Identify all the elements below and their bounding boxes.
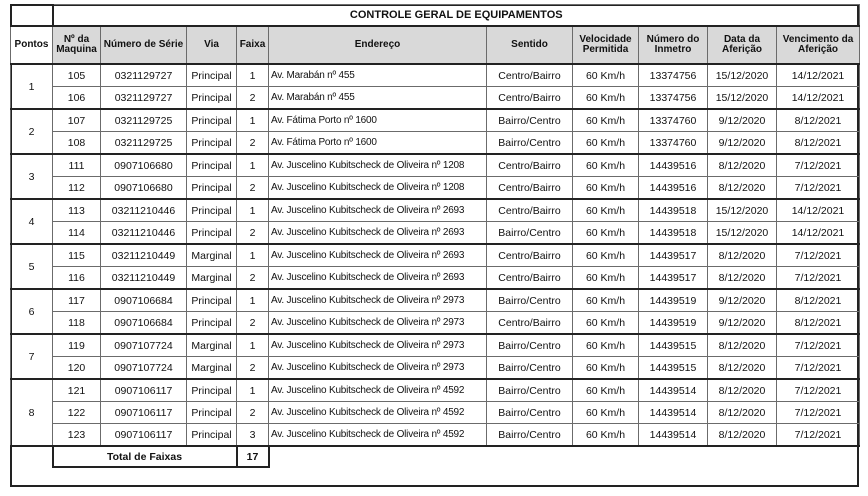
endereco-cell: Av. Juscelino Kubitscheck de Oliveira nº 4592 xyxy=(269,424,487,447)
maquina-cell: 112 xyxy=(53,177,101,200)
faixa-cell: 2 xyxy=(237,312,269,335)
total-lanes-label: Total de Faixas xyxy=(53,446,237,467)
footer-spacer xyxy=(11,446,53,467)
header-faixa: Faixa xyxy=(237,26,269,64)
table-row xyxy=(11,244,860,267)
sentido-cell: Bairro/Centro xyxy=(487,132,573,155)
velocidade-cell: 60 Km/h xyxy=(573,222,639,245)
header-maquina: Nº da Maquina xyxy=(53,26,101,64)
velocidade-cell: 60 Km/h xyxy=(573,357,639,380)
sentido-cell: Bairro/Centro xyxy=(487,402,573,424)
faixa-cell: 1 xyxy=(237,244,269,267)
equipment-table xyxy=(10,4,860,468)
inmetro-cell: 14439514 xyxy=(639,424,708,447)
endereco-cell: Av. Juscelino Kubitscheck de Oliveira nº 4592 xyxy=(269,379,487,402)
header-inmetro: Número do Inmetro xyxy=(639,26,708,64)
vencimento-cell: 14/12/2021 xyxy=(777,64,860,87)
sentido-cell: Centro/Bairro xyxy=(487,199,573,222)
velocidade-cell: 60 Km/h xyxy=(573,402,639,424)
endereco-cell: Av. Fátima Porto nº 1600 xyxy=(269,132,487,155)
ponto-cell: 1 xyxy=(11,64,53,109)
maquina-cell: 105 xyxy=(53,64,101,87)
ponto-cell: 6 xyxy=(11,289,53,334)
endereco-cell: Av. Juscelino Kubitscheck de Oliveira nº 1208 xyxy=(269,177,487,200)
maquina-cell: 119 xyxy=(53,334,101,357)
afericao-cell: 8/12/2020 xyxy=(708,154,777,177)
faixa-cell: 2 xyxy=(237,222,269,245)
via-cell: Principal xyxy=(187,199,237,222)
vencimento-cell: 8/12/2021 xyxy=(777,289,860,312)
inmetro-cell: 13374760 xyxy=(639,132,708,155)
faixa-cell: 1 xyxy=(237,154,269,177)
table-row xyxy=(11,402,860,424)
afericao-cell: 8/12/2020 xyxy=(708,402,777,424)
via-cell: Marginal xyxy=(187,357,237,380)
serie-cell: 0907106117 xyxy=(101,424,187,447)
faixa-cell: 2 xyxy=(237,87,269,110)
afericao-cell: 9/12/2020 xyxy=(708,132,777,155)
vencimento-cell: 7/12/2021 xyxy=(777,267,860,290)
velocidade-cell: 60 Km/h xyxy=(573,87,639,110)
serie-cell: 0321129725 xyxy=(101,132,187,155)
velocidade-cell: 60 Km/h xyxy=(573,199,639,222)
table-row xyxy=(11,222,860,245)
footer-spacer-right xyxy=(269,446,860,467)
ponto-cell: 4 xyxy=(11,199,53,244)
velocidade-cell: 60 Km/h xyxy=(573,267,639,290)
velocidade-cell: 60 Km/h xyxy=(573,109,639,132)
maquina-cell: 123 xyxy=(53,424,101,447)
table-row xyxy=(11,132,860,155)
vencimento-cell: 7/12/2021 xyxy=(777,334,860,357)
header-pontos: Pontos xyxy=(11,26,53,64)
vencimento-cell: 7/12/2021 xyxy=(777,177,860,200)
ponto-cell: 7 xyxy=(11,334,53,379)
velocidade-cell: 60 Km/h xyxy=(573,312,639,335)
velocidade-cell: 60 Km/h xyxy=(573,244,639,267)
table-row xyxy=(11,199,860,222)
velocidade-cell: 60 Km/h xyxy=(573,154,639,177)
endereco-cell: Av. Juscelino Kubitscheck de Oliveira nº 2693 xyxy=(269,244,487,267)
via-cell: Principal xyxy=(187,154,237,177)
via-cell: Principal xyxy=(187,402,237,424)
faixa-cell: 1 xyxy=(237,334,269,357)
afericao-cell: 8/12/2020 xyxy=(708,177,777,200)
serie-cell: 03211210446 xyxy=(101,222,187,245)
header-velocidade: Velocidade Permitida xyxy=(573,26,639,64)
vencimento-cell: 8/12/2021 xyxy=(777,132,860,155)
vencimento-cell: 14/12/2021 xyxy=(777,199,860,222)
endereco-cell: Av. Juscelino Kubitscheck de Oliveira nº 2693 xyxy=(269,267,487,290)
header-afericao: Data da Aferição xyxy=(708,26,777,64)
afericao-cell: 8/12/2020 xyxy=(708,424,777,447)
inmetro-cell: 14439515 xyxy=(639,334,708,357)
sentido-cell: Bairro/Centro xyxy=(487,424,573,447)
via-cell: Principal xyxy=(187,87,237,110)
endereco-cell: Av. Juscelino Kubitscheck de Oliveira nº 2973 xyxy=(269,334,487,357)
endereco-cell: Av. Juscelino Kubitscheck de Oliveira nº 2693 xyxy=(269,199,487,222)
header-serie: Número de Série xyxy=(101,26,187,64)
maquina-cell: 117 xyxy=(53,289,101,312)
inmetro-cell: 14439514 xyxy=(639,379,708,402)
sentido-cell: Bairro/Centro xyxy=(487,357,573,380)
serie-cell: 0907106117 xyxy=(101,402,187,424)
endereco-cell: Av. Juscelino Kubitscheck de Oliveira nº 2973 xyxy=(269,357,487,380)
faixa-cell: 2 xyxy=(237,132,269,155)
via-cell: Principal xyxy=(187,64,237,87)
via-cell: Principal xyxy=(187,109,237,132)
serie-cell: 03211210449 xyxy=(101,267,187,290)
endereco-cell: Av. Juscelino Kubitscheck de Oliveira nº 2973 xyxy=(269,312,487,335)
endereco-cell: Av. Juscelino Kubitscheck de Oliveira nº 2973 xyxy=(269,289,487,312)
faixa-cell: 1 xyxy=(237,199,269,222)
inmetro-cell: 14439518 xyxy=(639,222,708,245)
serie-cell: 0907107724 xyxy=(101,357,187,380)
via-cell: Marginal xyxy=(187,267,237,290)
ponto-cell: 8 xyxy=(11,379,53,446)
blank-corner xyxy=(11,5,53,27)
serie-cell: 03211210449 xyxy=(101,244,187,267)
sentido-cell: Centro/Bairro xyxy=(487,154,573,177)
inmetro-cell: 13374760 xyxy=(639,109,708,132)
endereco-cell: Av. Marabán nº 455 xyxy=(269,64,487,87)
inmetro-cell: 14439514 xyxy=(639,402,708,424)
via-cell: Principal xyxy=(187,222,237,245)
sentido-cell: Bairro/Centro xyxy=(487,222,573,245)
faixa-cell: 3 xyxy=(237,424,269,447)
via-cell: Principal xyxy=(187,289,237,312)
via-cell: Principal xyxy=(187,177,237,200)
table-body xyxy=(11,64,860,446)
velocidade-cell: 60 Km/h xyxy=(573,177,639,200)
afericao-cell: 8/12/2020 xyxy=(708,244,777,267)
faixa-cell: 1 xyxy=(237,289,269,312)
inmetro-cell: 14439517 xyxy=(639,244,708,267)
table-row xyxy=(11,87,860,110)
total-lanes-value: 17 xyxy=(237,446,269,467)
faixa-cell: 2 xyxy=(237,267,269,290)
maquina-cell: 113 xyxy=(53,199,101,222)
table-row xyxy=(11,177,860,200)
sentido-cell: Centro/Bairro xyxy=(487,244,573,267)
serie-cell: 0321129727 xyxy=(101,87,187,110)
table-row xyxy=(11,334,860,357)
sentido-cell: Bairro/Centro xyxy=(487,334,573,357)
afericao-cell: 15/12/2020 xyxy=(708,87,777,110)
inmetro-cell: 14439518 xyxy=(639,199,708,222)
maquina-cell: 111 xyxy=(53,154,101,177)
maquina-cell: 116 xyxy=(53,267,101,290)
maquina-cell: 114 xyxy=(53,222,101,245)
via-cell: Principal xyxy=(187,132,237,155)
afericao-cell: 15/12/2020 xyxy=(708,64,777,87)
ponto-cell: 2 xyxy=(11,109,53,154)
serie-cell: 0907106680 xyxy=(101,177,187,200)
serie-cell: 0907106117 xyxy=(101,379,187,402)
sentido-cell: Bairro/Centro xyxy=(487,289,573,312)
afericao-cell: 8/12/2020 xyxy=(708,357,777,380)
serie-cell: 0907106684 xyxy=(101,312,187,335)
header-via: Via xyxy=(187,26,237,64)
faixa-cell: 2 xyxy=(237,177,269,200)
inmetro-cell: 13374756 xyxy=(639,64,708,87)
inmetro-cell: 13374756 xyxy=(639,87,708,110)
maquina-cell: 122 xyxy=(53,402,101,424)
serie-cell: 03211210446 xyxy=(101,199,187,222)
afericao-cell: 15/12/2020 xyxy=(708,222,777,245)
table-row xyxy=(11,424,860,447)
ponto-cell: 3 xyxy=(11,154,53,199)
inmetro-cell: 14439515 xyxy=(639,357,708,380)
maquina-cell: 115 xyxy=(53,244,101,267)
faixa-cell: 1 xyxy=(237,379,269,402)
table-title: CONTROLE GERAL DE EQUIPAMENTOS xyxy=(53,5,860,27)
afericao-cell: 9/12/2020 xyxy=(708,312,777,335)
vencimento-cell: 7/12/2021 xyxy=(777,424,860,447)
header-sentido: Sentido xyxy=(487,26,573,64)
table-row xyxy=(11,154,860,177)
via-cell: Marginal xyxy=(187,334,237,357)
vencimento-cell: 7/12/2021 xyxy=(777,244,860,267)
maquina-cell: 107 xyxy=(53,109,101,132)
faixa-cell: 2 xyxy=(237,402,269,424)
serie-cell: 0321129727 xyxy=(101,64,187,87)
endereco-cell: Av. Marabán nº 455 xyxy=(269,87,487,110)
maquina-cell: 120 xyxy=(53,357,101,380)
table-row xyxy=(11,357,860,380)
endereco-cell: Av. Juscelino Kubitscheck de Oliveira nº 2693 xyxy=(269,222,487,245)
serie-cell: 0907107724 xyxy=(101,334,187,357)
velocidade-cell: 60 Km/h xyxy=(573,379,639,402)
afericao-cell: 15/12/2020 xyxy=(708,199,777,222)
inmetro-cell: 14439516 xyxy=(639,154,708,177)
sentido-cell: Bairro/Centro xyxy=(487,379,573,402)
table-row xyxy=(11,109,860,132)
sentido-cell: Centro/Bairro xyxy=(487,87,573,110)
maquina-cell: 121 xyxy=(53,379,101,402)
inmetro-cell: 14439516 xyxy=(639,177,708,200)
velocidade-cell: 60 Km/h xyxy=(573,132,639,155)
table-row xyxy=(11,312,860,335)
sentido-cell: Centro/Bairro xyxy=(487,312,573,335)
table-row xyxy=(11,267,860,290)
via-cell: Principal xyxy=(187,379,237,402)
inmetro-cell: 14439517 xyxy=(639,267,708,290)
inmetro-cell: 14439519 xyxy=(639,312,708,335)
afericao-cell: 8/12/2020 xyxy=(708,334,777,357)
serie-cell: 0907106680 xyxy=(101,154,187,177)
afericao-cell: 8/12/2020 xyxy=(708,267,777,290)
maquina-cell: 108 xyxy=(53,132,101,155)
afericao-cell: 9/12/2020 xyxy=(708,289,777,312)
velocidade-cell: 60 Km/h xyxy=(573,424,639,447)
serie-cell: 0321129725 xyxy=(101,109,187,132)
table-row xyxy=(11,379,860,402)
sentido-cell: Centro/Bairro xyxy=(487,64,573,87)
faixa-cell: 1 xyxy=(237,64,269,87)
maquina-cell: 118 xyxy=(53,312,101,335)
sentido-cell: Centro/Bairro xyxy=(487,267,573,290)
maquina-cell: 106 xyxy=(53,87,101,110)
sentido-cell: Centro/Bairro xyxy=(487,177,573,200)
faixa-cell: 2 xyxy=(237,357,269,380)
vencimento-cell: 8/12/2021 xyxy=(777,109,860,132)
velocidade-cell: 60 Km/h xyxy=(573,289,639,312)
velocidade-cell: 60 Km/h xyxy=(573,334,639,357)
via-cell: Principal xyxy=(187,424,237,447)
via-cell: Marginal xyxy=(187,244,237,267)
header-endereco: Endereço xyxy=(269,26,487,64)
vencimento-cell: 14/12/2021 xyxy=(777,222,860,245)
table-row xyxy=(11,64,860,87)
velocidade-cell: 60 Km/h xyxy=(573,64,639,87)
vencimento-cell: 7/12/2021 xyxy=(777,154,860,177)
table-row xyxy=(11,289,860,312)
vencimento-cell: 7/12/2021 xyxy=(777,357,860,380)
inmetro-cell: 14439519 xyxy=(639,289,708,312)
endereco-cell: Av. Juscelino Kubitscheck de Oliveira nº 4592 xyxy=(269,402,487,424)
vencimento-cell: 8/12/2021 xyxy=(777,312,860,335)
afericao-cell: 8/12/2020 xyxy=(708,379,777,402)
ponto-cell: 5 xyxy=(11,244,53,289)
sentido-cell: Bairro/Centro xyxy=(487,109,573,132)
serie-cell: 0907106684 xyxy=(101,289,187,312)
vencimento-cell: 14/12/2021 xyxy=(777,87,860,110)
vencimento-cell: 7/12/2021 xyxy=(777,379,860,402)
faixa-cell: 1 xyxy=(237,109,269,132)
via-cell: Principal xyxy=(187,312,237,335)
endereco-cell: Av. Fátima Porto nº 1600 xyxy=(269,109,487,132)
endereco-cell: Av. Juscelino Kubitscheck de Oliveira nº 1208 xyxy=(269,154,487,177)
vencimento-cell: 7/12/2021 xyxy=(777,402,860,424)
afericao-cell: 9/12/2020 xyxy=(708,109,777,132)
header-vencimento: Vencimento da Aferição xyxy=(777,26,860,64)
